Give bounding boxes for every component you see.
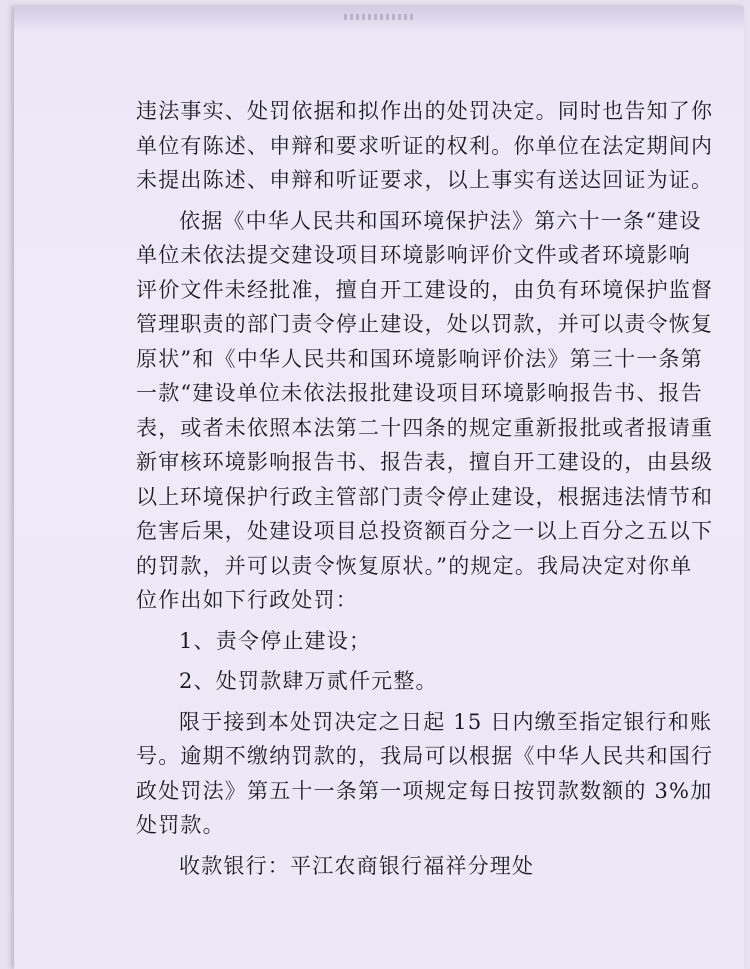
text-line: 原状”和《中华人民共和国环境影响评价法》第三十一条第 bbox=[136, 346, 703, 371]
text-line: 政处罚法》第五十一条第一项规定每日按罚款数额的 3%加 bbox=[136, 778, 713, 803]
document-page bbox=[14, 6, 744, 969]
text-line: 号。逾期不缴纳罚款的，我局可以根据《中华人民共和国行 bbox=[136, 744, 714, 768]
text-line: 的罚款，并可以责令恢复原状。”的规定。我局决定对你单 bbox=[136, 553, 693, 578]
text-line: 新审核环境影响报告书、报告表，擅自开工建设的，由县级 bbox=[136, 450, 714, 474]
binding-holes bbox=[344, 14, 414, 20]
text-line: 单位有陈述、申辩和要求听证的权利。你单位在法定期间内 bbox=[136, 133, 714, 158]
text-line: 一款“建设单位未依法报批建设项目环境影响报告书、报告 bbox=[136, 381, 703, 405]
text-line: 管理职责的部门责令停止建设，处以罚款，并可以责令恢复 bbox=[136, 312, 714, 336]
text-line: 依据《中华人民共和国环境保护法》第六十一条“建设 bbox=[179, 208, 702, 233]
text-line: 位作出如下行政处罚： bbox=[136, 588, 358, 612]
list-item: 2、处罚款肆万贰仟元整。 bbox=[179, 669, 438, 693]
text-line: 处罚款。 bbox=[136, 813, 225, 837]
text-line: 违法事实、处罚依据和拟作出的处罚决定。同时也告知了你 bbox=[136, 99, 714, 123]
scan-shadow bbox=[14, 6, 744, 34]
text-line: 危害后果，处建设项目总投资额百分之一以上百分之五以下 bbox=[136, 519, 714, 543]
text-line: 表，或者未依照本法第二十四条的规定重新报批或者报请重 bbox=[136, 415, 714, 440]
text-line: 单位未依法提交建设项目环境影响评价文件或者环境影响 bbox=[136, 243, 691, 267]
list-item: 1、责令停止建设； bbox=[179, 628, 372, 653]
text-line: 评价文件未经批准，擅自开工建设的，由负有环境保护监督 bbox=[136, 277, 714, 302]
text-line: 未提出陈述、申辩和听证要求，以上事实有送达回证为证。 bbox=[136, 168, 714, 192]
bank-line: 收款银行：平江农商银行福祥分理处 bbox=[179, 853, 535, 878]
text-line: 以上环境保护行政主管部门责令停止建设，根据违法情节和 bbox=[136, 484, 714, 509]
document-body bbox=[136, 94, 714, 883]
text-line: 限于接到本处罚决定之日起 15 日内缴至指定银行和账 bbox=[179, 709, 713, 734]
